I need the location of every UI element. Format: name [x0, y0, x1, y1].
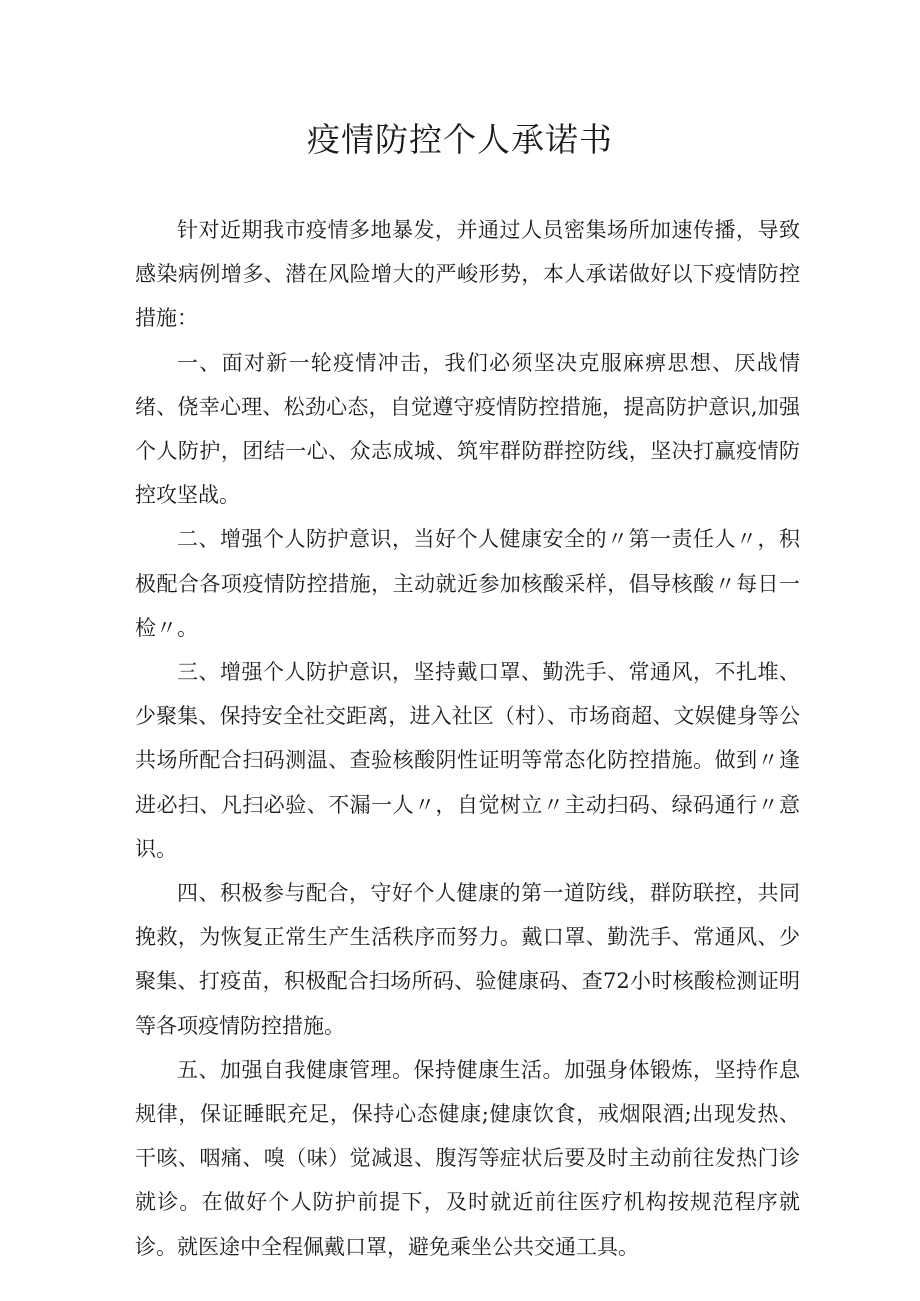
document-title: 疫情防控个人承诺书 — [307, 120, 613, 159]
document-body — [135, 208, 800, 1269]
pledge-item-3: 三、增强个人防护意识，坚持戴口罩、勤洗手、常通风，不扎堆、少聚集、保持安全社交距离，进入社区（村）、市场商超、文娱健身等公共场所配合扫码测温、查验核酸阴性证明等常态化防控措施。做到〃逢进必扫、凡扫必验、不漏一人〃，自觉树立〃主动扫码、绿码通行〃意识。 — [135, 660, 800, 861]
pledge-item-4: 四、积极参与配合，守好个人健康的第一道防线，群防联控，共同挽救，为恢复正常生产生活秩序而努力。戴口罩、勤洗手、常通风、少聚集、打疫苗，积极配合扫场所码、验健康码、查72小时核酸检测证明等各项疫情防控措施。 — [135, 881, 800, 1038]
pledge-item-1: 一、面对新一轮疫情冲击，我们必须坚决克服麻痹思想、厌战情绪、侥幸心理、松劲心态，自觉遵守疫情防控措施，提高防护意识,加强个人防护，团结一心、众志成城、筑牢群防群控防线，坚决打赢疫情防控攻坚战。 — [135, 350, 800, 508]
intro-paragraph: 针对近期我市疫情多地暴发，并通过人员密集场所加速传播，导致感染病例增多、潜在风险增大的严峻形势，本人承诺做好以下疫情防控措施： — [135, 218, 800, 331]
pledge-item-5: 五、加强自我健康管理。保持健康生活。加强身体锻炼，坚持作息规律，保证睡眠充足，保持心态健康;健康饮食，戒烟限酒;出现发热、干咳、咽痛、嗅（味）觉减退、腹泻等症状后要及时主动前往发热门诊就诊。在做好个人防护前提下，及时就近前往医疗机构按规范程序就诊。就医途中全程佩戴口罩，避免乘坐公共交通工具。 — [135, 1057, 800, 1259]
pledge-item-2: 二、增强个人防护意识，当好个人健康安全的〃第一责任人〃，积极配合各项疫情防控措施，主动就近参加核酸采样，倡导核酸〃每日一检〃。 — [135, 527, 800, 640]
